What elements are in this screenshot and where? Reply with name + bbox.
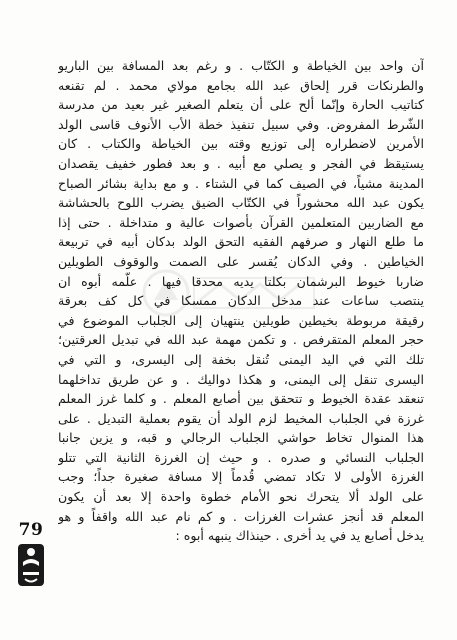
text-line: يدخل أصابع يد في يد أخرى . حينذاك ينبهه أبوه : [175,528,424,544]
text-line: اليسرى تنقل إلى اليمنى، و هكذا دواليك . و عن طريق تداخلهما [58,371,424,387]
text-line: تلك التي في اليد اليمنى تُنقل بخفة إلى اليسرى، و التي في [58,351,424,367]
text-line: مع الضاربين المتعلمين القرآن بأصوات عالية و متداخلة . حتى إذا [58,214,424,230]
text-line: حجر المعلم المتقرفص . و تكمن مهمة عبد الله في تبديل العرقتين؛ [58,332,424,348]
text-line: غرزة في الجلباب المخيط لزم الولد أن يقوم بعملية التبديل . على [58,410,424,426]
text-line: رقيقة مربوطة بخيطين طويلين ينتهيان إلى الجلباب الموضوع في [58,312,424,328]
text-line: كتاتيب الحارة وإنّما ألح على أن يتعلم الصغير غير بعيد من مدرسة [58,97,424,113]
text-line: على الولد ألا يتحرك نحو الأمام خطوة واحدة إلا بعد أن يكون [58,489,424,505]
text-line: آن واحد بين الخياطة و الكتّاب . و رغم بعد المسافة بين الباريو [58,58,424,73]
publisher-logo [15,542,47,588]
text-line: ينتصب ساعات عند مدخل الدكان ممسكا في كل كف بعرقة [58,293,424,309]
text-line: الجلباب النسائي و صدره . و حيث إن الغرزة الثانية التي تتلو [58,449,424,465]
text-line: يستيقظ في الفجر و يصلي مع أبيه . و بعد فطور خفيف يقصدان [58,155,424,171]
text-line: الأمرين لاضطراره إلى توزيع وقته بين الخياطة والكتاب . كان [58,136,424,152]
text-line: والطرنكات قرر إلحاق عبد الله بجامع مولاي محمد . لم تقنعه [58,77,424,93]
text-line: ما طلع النهار و صرفهم الفقيه التحق الولد بدكان أبيه في تربيعة [58,234,424,250]
text-line: المعلم قد أنجز عشرات الغرزات . و كم نام عبد الله واقفاً و هو [58,508,424,524]
text-line: المدينة مشياً، في الصيف كما في الشتاء . و مع بداية بشائر الصباح [58,175,424,191]
page-body-text [58,56,424,546]
text-line: هذا المنوال تخاط حواشي الجلباب الرجالي و قبه، و يزين جانبا [58,430,424,446]
text-line: يكون عبد الله محشوراً في الكتّاب الضيق يضرب اللوح بالحشاشة [58,195,424,211]
text-line: ضاربا خيوط البرشمان بكلتا يديه محدقا فيها . علّمه أبوه ان [58,273,424,289]
page-number: 79 [18,520,44,540]
page-number-area [14,520,48,600]
text-line: تنعقد عقدة الخيوط و تتحقق بين أصابع المعلم . و كلما غرز المعلم [58,391,424,407]
text-line: الخياطين . وفي الدكان يُقسر على الصمت والوقوف الطويلين [58,253,424,269]
text-line: الشّرط المفروض. وفي سبيل تنفيذ خطة الأب الأنوف قاسى الولد [58,116,424,132]
text-line: الغرزة الأولى لا تكاد تمضي قُدماً إلا مسافة صغيرة جداً؛ وجب [58,469,424,485]
